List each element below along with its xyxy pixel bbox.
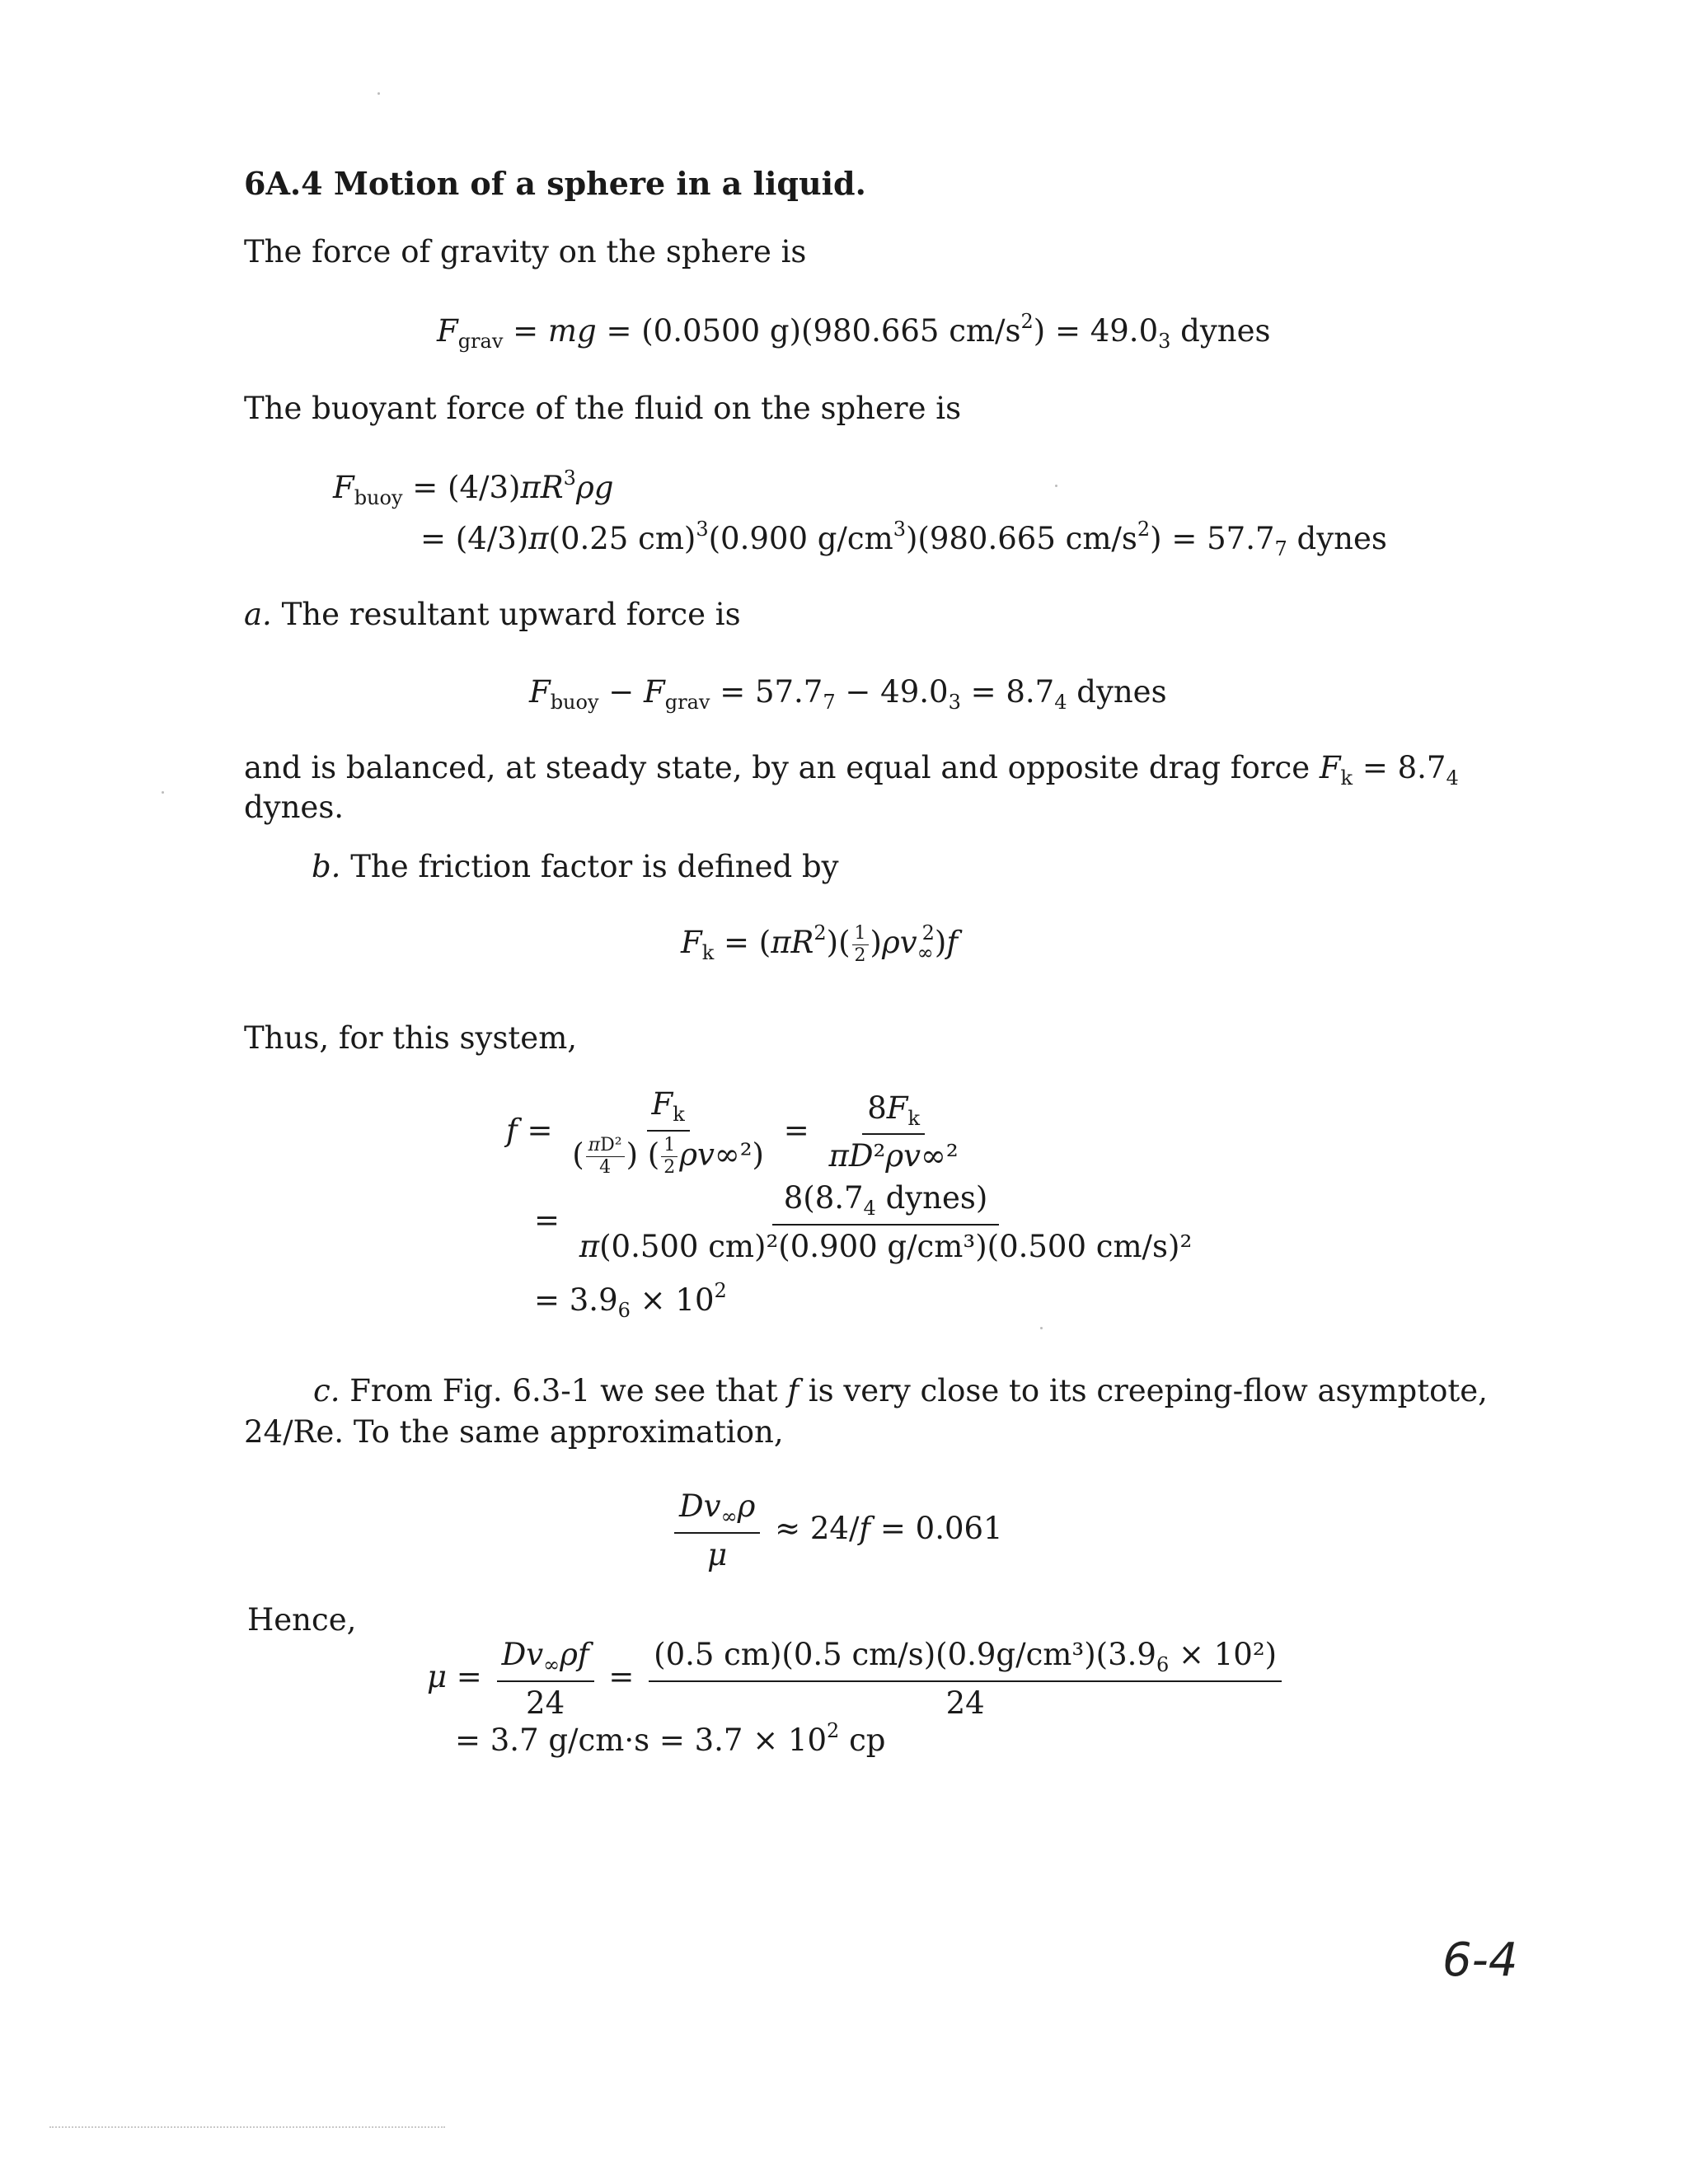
part-b-text: The friction factor is defined by [350, 849, 839, 884]
part-c-label: c. [313, 1373, 340, 1408]
part-a-label: a. [244, 597, 272, 632]
paragraph-part-c-line1: c. From Fig. 6.3-1 we see that f is very close to its creeping-flow asymptote, [313, 1373, 1488, 1408]
paragraph-balanced-line1: and is balanced, at steady state, by an equal and opposite drag force $F_k = 8.7_4$ [244, 750, 1459, 790]
equation-reynolds-number: $\frac{Dv_\infty\rho}{\mu}$ ≈ 24/f = 0.061 [669, 1488, 1003, 1573]
equation-gravity-force: $F_{grav}$ = mg = (0.0500 g)(980.665 $cm/s^2) = 49.0_3$ dynes [437, 310, 1271, 353]
paragraph-part-a [244, 597, 741, 633]
section-title: 6A.4 Motion of a sphere in a liquid. [244, 165, 866, 202]
scan-edge-artifact [49, 2126, 445, 2128]
paragraph-thus: Thus, for this system, [244, 1020, 578, 1056]
handwritten-page-number: 6-4 [1442, 1933, 1518, 1987]
part-a-text: The resultant upward force is [281, 597, 741, 632]
equation-resultant-force: $F_{buoy} - F_{grav} = 57.7_7 - 49.0_3 = 8.7_4$ dynes [529, 674, 1167, 714]
equation-friction-factor-line1: f = $F_k$ ( $\frac{\text{πD²}}{4}$ ) ( $\frac{1}{2}$ ρv∞²) = $\frac{8F_k}{\text{πD²ρv∞²}}$ [506, 1086, 959, 1179]
equation-friction-factor-definition: $F_k = (\pi R^2)$( $\frac{1}{2}$ )$\rho v_\infty^2)f$ [681, 921, 959, 966]
paragraph-part-c-line2: 24/Re. To the same approximation, [244, 1414, 784, 1450]
equation-friction-factor-result: = $3.9_6 \times 10^2$ [534, 1279, 727, 1322]
paragraph-hence: Hence, [247, 1602, 357, 1638]
scan-speck [377, 92, 380, 95]
paragraph-buoyant: The buoyant force of the fluid on the sphere is [244, 391, 962, 426]
scan-speck [1055, 485, 1057, 487]
scan-speck [1040, 1327, 1043, 1329]
part-b-label: b. [312, 849, 341, 884]
paragraph-balanced-line2: dynes. [244, 790, 345, 825]
equation-friction-factor-line2: = $\frac{8(8.7_4 dynes)}{\text{π(0.500 cm)²(0.900 g/cm³)(0.500 cm/s)²}}$ [534, 1180, 1193, 1264]
equation-viscosity-result: = 3.7 $g/cm\cdot s = 3.7 \times 10^2$ cp [455, 1719, 886, 1758]
paragraph-part-b [312, 849, 839, 885]
equation-buoyant-force-line2: = (4/3)π(0.25 cm)$^3$(0.900 $g/cm^3)(980.665$ $cm/s^2) = 57.7_7$ dynes [420, 518, 1387, 560]
scan-speck [162, 791, 164, 794]
equation-viscosity-line1: μ = $\frac{Dv_\infty\rho f}{24}$ = $\frac{(0.5 cm)(0.5 cm/s)(0.9g/cm^3)(3.9_6 \times 10^2)}{24}$ [427, 1637, 1287, 1722]
paragraph-gravity: The force of gravity on the sphere is [244, 234, 807, 269]
equation-buoyant-force-line1: $F_{buoy} = (4/3)\pi R^3\rho g$ [333, 466, 614, 509]
